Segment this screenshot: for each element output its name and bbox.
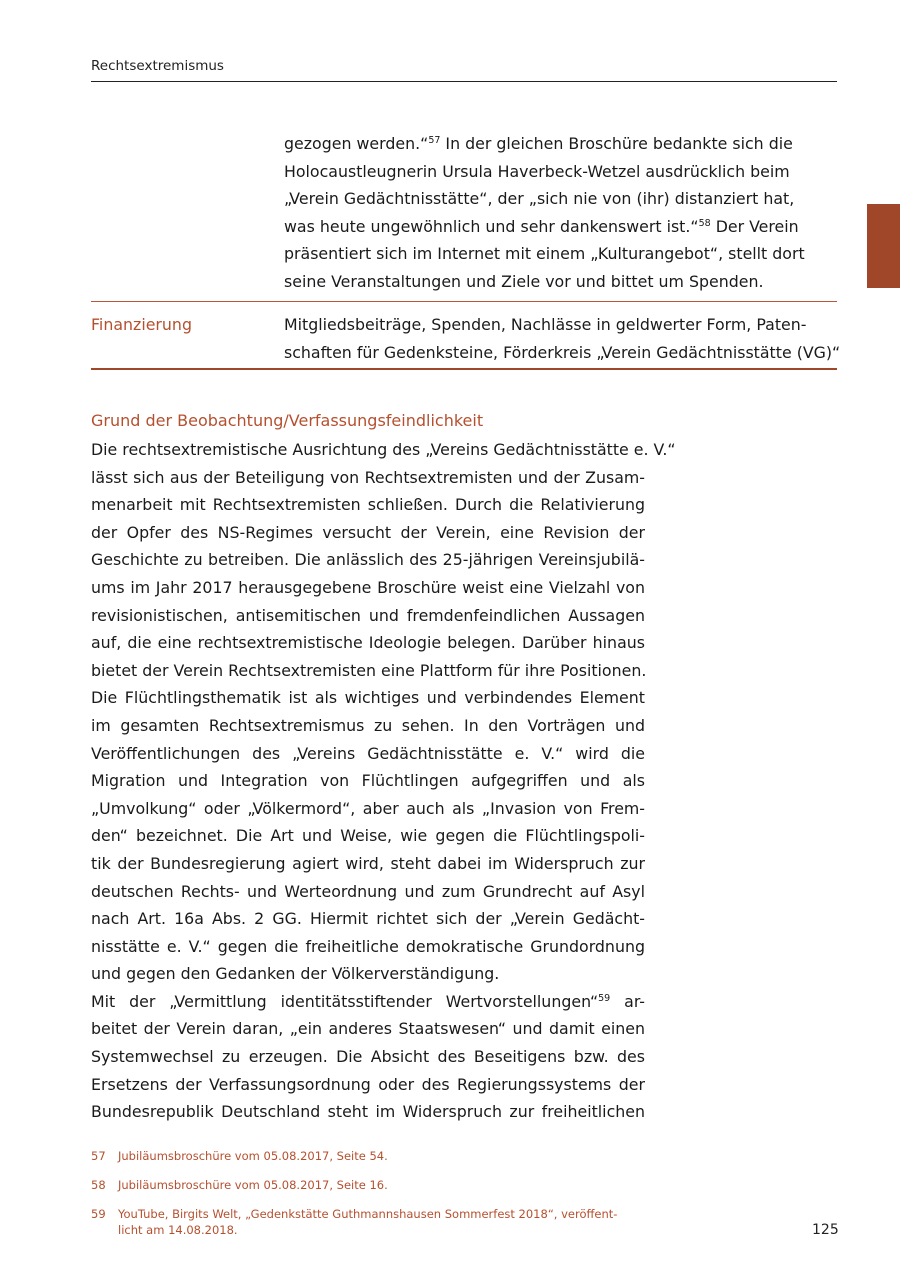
table-line: „Verein Gedächtnisstätte“, der „sich nie von (ihr) distanziert hat, [284,189,795,209]
body-line: der Opfer des NS-Regimes versucht der Verein, eine Revision der [91,522,645,542]
footnotes [91,1148,651,1251]
body-line: lässt sich aus der Beteiligung von Rechtsextremisten und der Zusam- [91,467,645,487]
table-line: was heute ungewöhnlich und sehr dankenswert ist.“$^{58}$ Der Verein [284,216,799,236]
body-line: Systemwechsel zu erzeugen. Die Absicht des Beseitigens bzw. des [91,1047,645,1067]
table-line: präsentiert sich im Internet mit einem „Kulturangebot“, stellt dort [284,244,805,264]
body-line: Ersetzens der Verfassungsordnung oder des Regierungssystems der [91,1074,645,1094]
body-line: deutschen Rechts- und Werteordnung und zum Grundrecht auf Asyl [91,881,645,901]
body-line: Bundesrepublik Deutschland steht im Widerspruch zur freiheitlichen [91,1102,645,1122]
body-line: ums im Jahr 2017 herausgegebene Broschüre weist eine Vielzahl von [91,577,645,597]
footnote-text: Jubiläumsbroschüre vom 05.08.2017, Seite 16. [118,1178,388,1192]
body-line: Mit der „Vermittlung identitätsstiftender Wertvorstellungen“$^{59}$ ar- [91,991,646,1011]
body-line: Die Flüchtlingsthematik ist als wichtiges und verbindendes Element [91,688,645,708]
page-number: 125 [812,1222,839,1238]
body-line: auf, die eine rechtsextremistische Ideologie belegen. Darüber hinaus [91,633,645,653]
table-row-divider [91,301,837,302]
body-line: „Umvolkung“ oder „Völkermord“, aber auch als „Invasion von Frem- [91,798,645,818]
body-line: nach Art. 16a Abs. 2 GG. Hiermit richtet sich der „Verein Gedächt- [91,909,645,929]
table-line: seine Veranstaltungen und Ziele vor und bittet um Spenden. [284,271,764,291]
body-line: Die rechtsextremistische Ausrichtung des „Vereins Gedächtnisstätte e. V.“ [91,440,676,459]
table-line: Holocaustleugnerin Ursula Haverbeck-Wetzel ausdrücklich beim [284,161,790,181]
footnote-text: YouTube, Birgits Welt, „Gedenkstätte Guthmannshausen Sommerfest 2018“, veröffent- [118,1207,618,1221]
body-line: nisstätte e. V.“ gegen die freiheitliche demokratische Grundordnung [91,936,645,956]
section-heading: Grund der Beobachtung/Verfassungsfeindlichkeit [91,411,484,430]
table-row-value: Mitgliedsbeiträge, Spenden, Nachlässe in geldwerter Form, Paten- schaften für Gedenksteine, Förderkreis „Verein Gedächtnisstätte (VG)“ [284,315,841,362]
body-line: revisionistischen, antisemitischen und fremdenfeindlichen Aussagen [91,605,645,625]
body-text [91,436,676,1126]
footnote-number: 58 [91,1178,106,1192]
footnote-ref[interactable]: 58 [698,217,711,229]
table-line: gezogen werden.“$^{57}$ In der gleichen Broschüre bedankte sich die [284,134,793,153]
footnote-number: 59 [91,1207,106,1221]
body-line: tik der Bundesregierung agiert wird, steht dabei im Widerspruch zur [91,853,645,873]
body-line: beitet der Verein daran, „ein anderes Staatswesen“ und damit einen [91,1019,645,1039]
body-line: im gesamten Rechtsextremismus zu sehen. In den Vorträgen und [91,715,645,735]
footnote-ref[interactable]: 57 [428,135,441,146]
body-line: Veröffentlichungen des „Vereins Gedächtnisstätte e. V.“ wird die [91,743,645,763]
body-line: bietet der Verein Rechtsextremisten eine Plattform für ihre Positionen. [91,660,647,680]
footnote [91,1148,651,1164]
body-line: menarbeit mit Rechtsextremisten schließen. Durch die Relativierung [91,495,645,515]
body-line: und gegen den Gedanken der Völkerverständigung. [91,964,500,984]
footnote-text: Jubiläumsbroschüre vom 05.08.2017, Seite 54. [118,1149,388,1163]
footnote [91,1206,651,1238]
chapter-tab [867,204,900,288]
table-continuation-cell [284,130,837,296]
body-line: Migration und Integration von Flüchtlingen aufgegriffen und als [91,771,645,791]
body-line: den“ bezeichnet. Die Art und Weise, wie gegen die Flüchtlingspoli- [91,826,645,846]
body-line: Geschichte zu betreiben. Die anlässlich des 25-jährigen Vereinsjubilä- [91,550,645,570]
running-header: Rechtsextremismus [91,58,224,74]
table-row-label: Finanzierung [91,315,192,334]
footnote-number: 57 [91,1149,106,1163]
table-bottom-rule [91,368,837,370]
header-rule [91,81,837,82]
footnote-text: licht am 14.08.2018. [118,1223,238,1237]
footnote-ref[interactable]: 59 [598,992,611,1004]
footnote [91,1177,651,1193]
